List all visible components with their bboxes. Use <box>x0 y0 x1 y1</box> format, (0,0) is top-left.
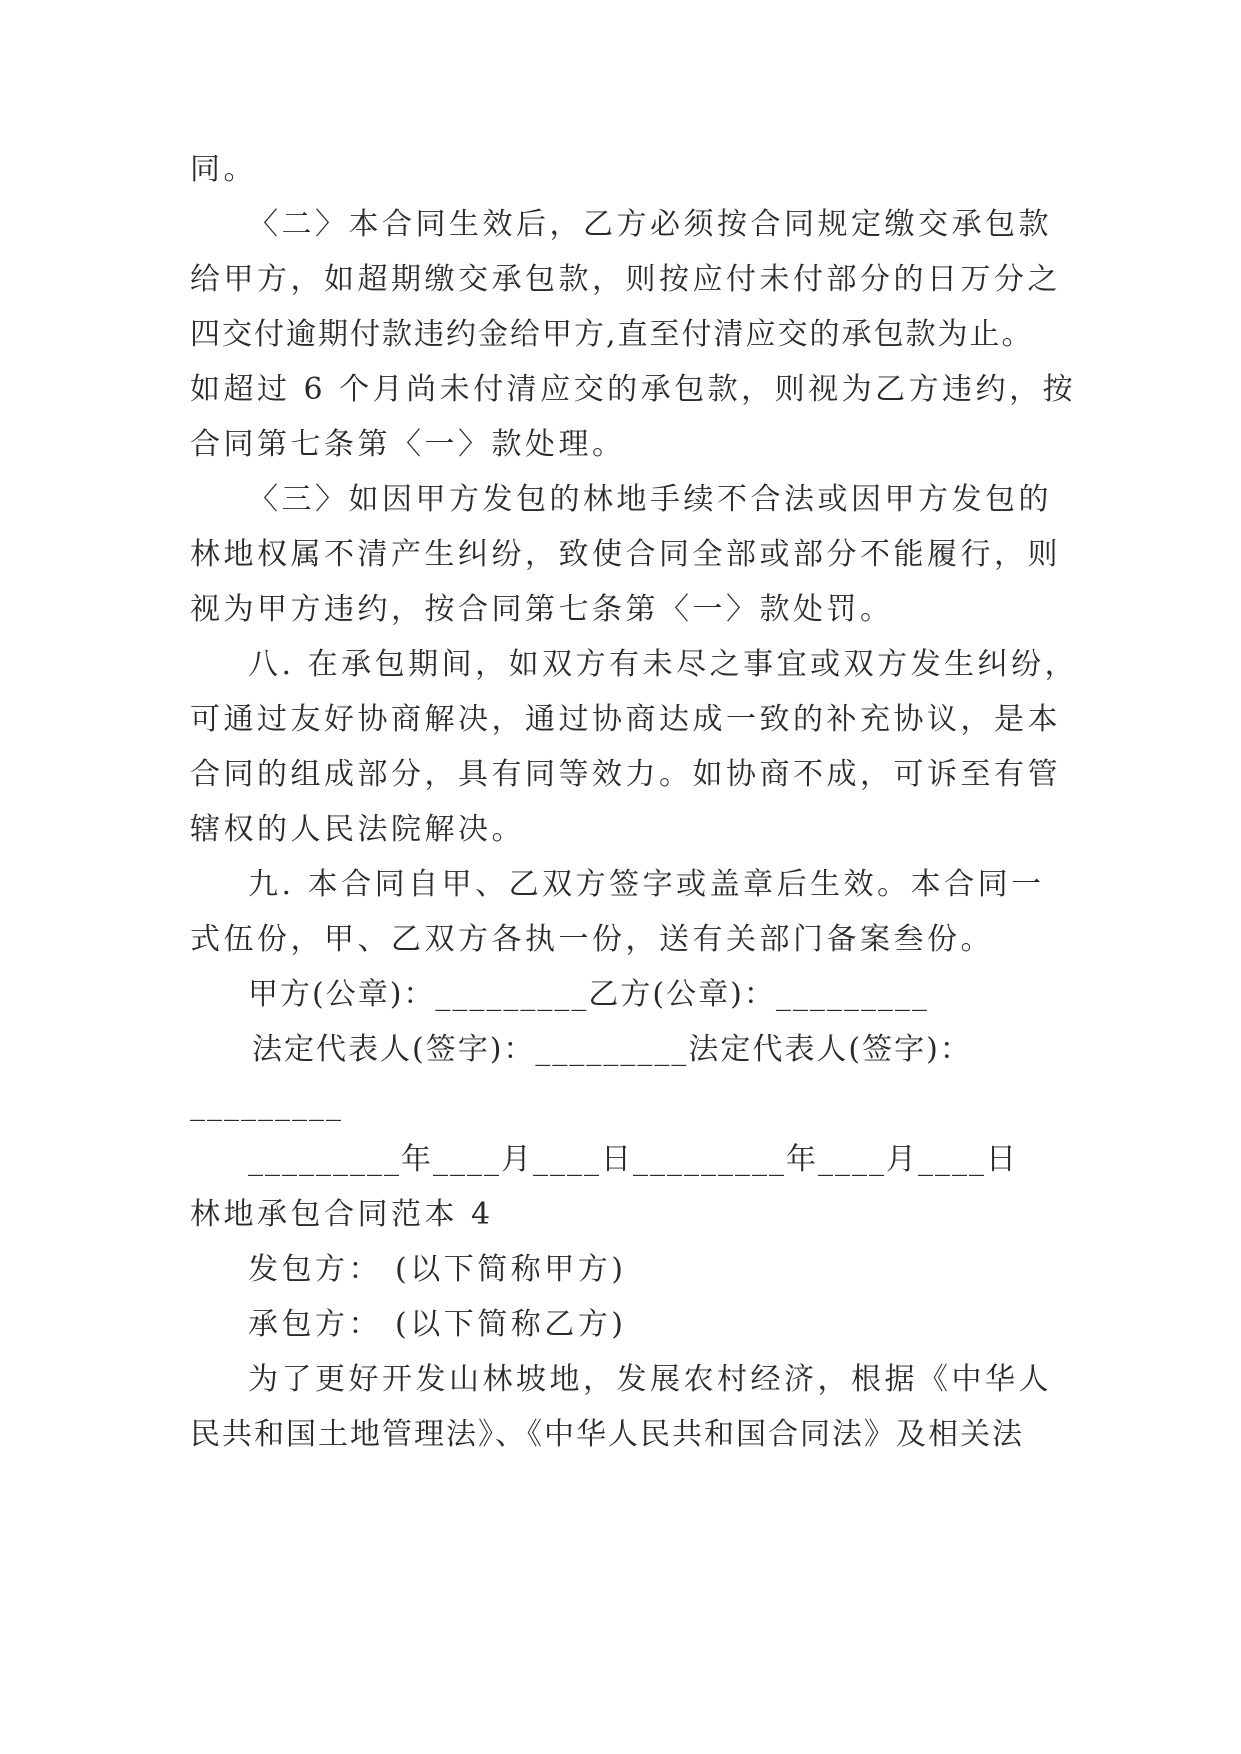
party-a-line: 发包方： (以下简称甲方) <box>248 1252 627 1287</box>
text-line: 辖权的人民法院解决。 <box>190 812 525 847</box>
text-line: 如超过 6 个月尚未付清应交的承包款，则视为乙方违约，按 <box>190 372 1077 407</box>
paragraph-start: 〈二〉本合同生效后，乙方必须按合同规定缴交承包款 <box>248 207 1052 242</box>
party-b-line: 承包方： (以下简称乙方) <box>248 1307 627 1342</box>
date-line: _________年____月____日_________年____月____日 <box>248 1142 1018 1177</box>
text-line: 式伍份，甲、乙双方各执一份，送有关部门备案叁份。 <box>190 922 994 957</box>
text-line: 四交付逾期付款违约金给甲方,直至付清应交的承包款为止。 <box>190 317 1034 352</box>
text-line: 同。 <box>190 152 257 187</box>
text-line: 林地权属不清产生纠纷，致使合同全部或部分不能履行，则 <box>190 537 1061 572</box>
paragraph-start: 为了更好开发山林坡地，发展农村经济，根据《中华人 <box>248 1362 1052 1397</box>
text-line: 视为甲方违约，按合同第七条第〈一〉款处罚。 <box>190 592 894 627</box>
text-line: 合同第七条第〈一〉款处理。 <box>190 427 626 462</box>
text-line: 民共和国土地管理法》、《中华人民共和国合同法》及相关法 <box>190 1417 1024 1452</box>
text-line: 可通过友好协商解决，通过协商达成一致的补充协议，是本 <box>190 702 1061 737</box>
section-title: 林地承包合同范本 4 <box>190 1197 494 1232</box>
clause-nine: 九. 本合同自甲、乙双方签字或盖章后生效。本合同一 <box>248 867 1045 902</box>
signature-line: 法定代表人(签字)：_________法定代表人(签字)： <box>252 1032 972 1067</box>
text-line: 合同的组成部分，具有同等效力。如协商不成，可诉至有管 <box>190 757 1061 792</box>
text-line: 给甲方，如超期缴交承包款，则按应付未付部分的日万分之 <box>190 262 1061 297</box>
paragraph-start: 〈三〉如因甲方发包的林地手续不合法或因甲方发包的 <box>248 482 1052 517</box>
clause-eight: 八. 在承包期间，如双方有未尽之事宜或双方发生纠纷， <box>248 647 1079 682</box>
signature-blank: _________ <box>190 1087 343 1122</box>
seal-line: 甲方(公章)：_________乙方(公章)：_________ <box>248 977 929 1012</box>
